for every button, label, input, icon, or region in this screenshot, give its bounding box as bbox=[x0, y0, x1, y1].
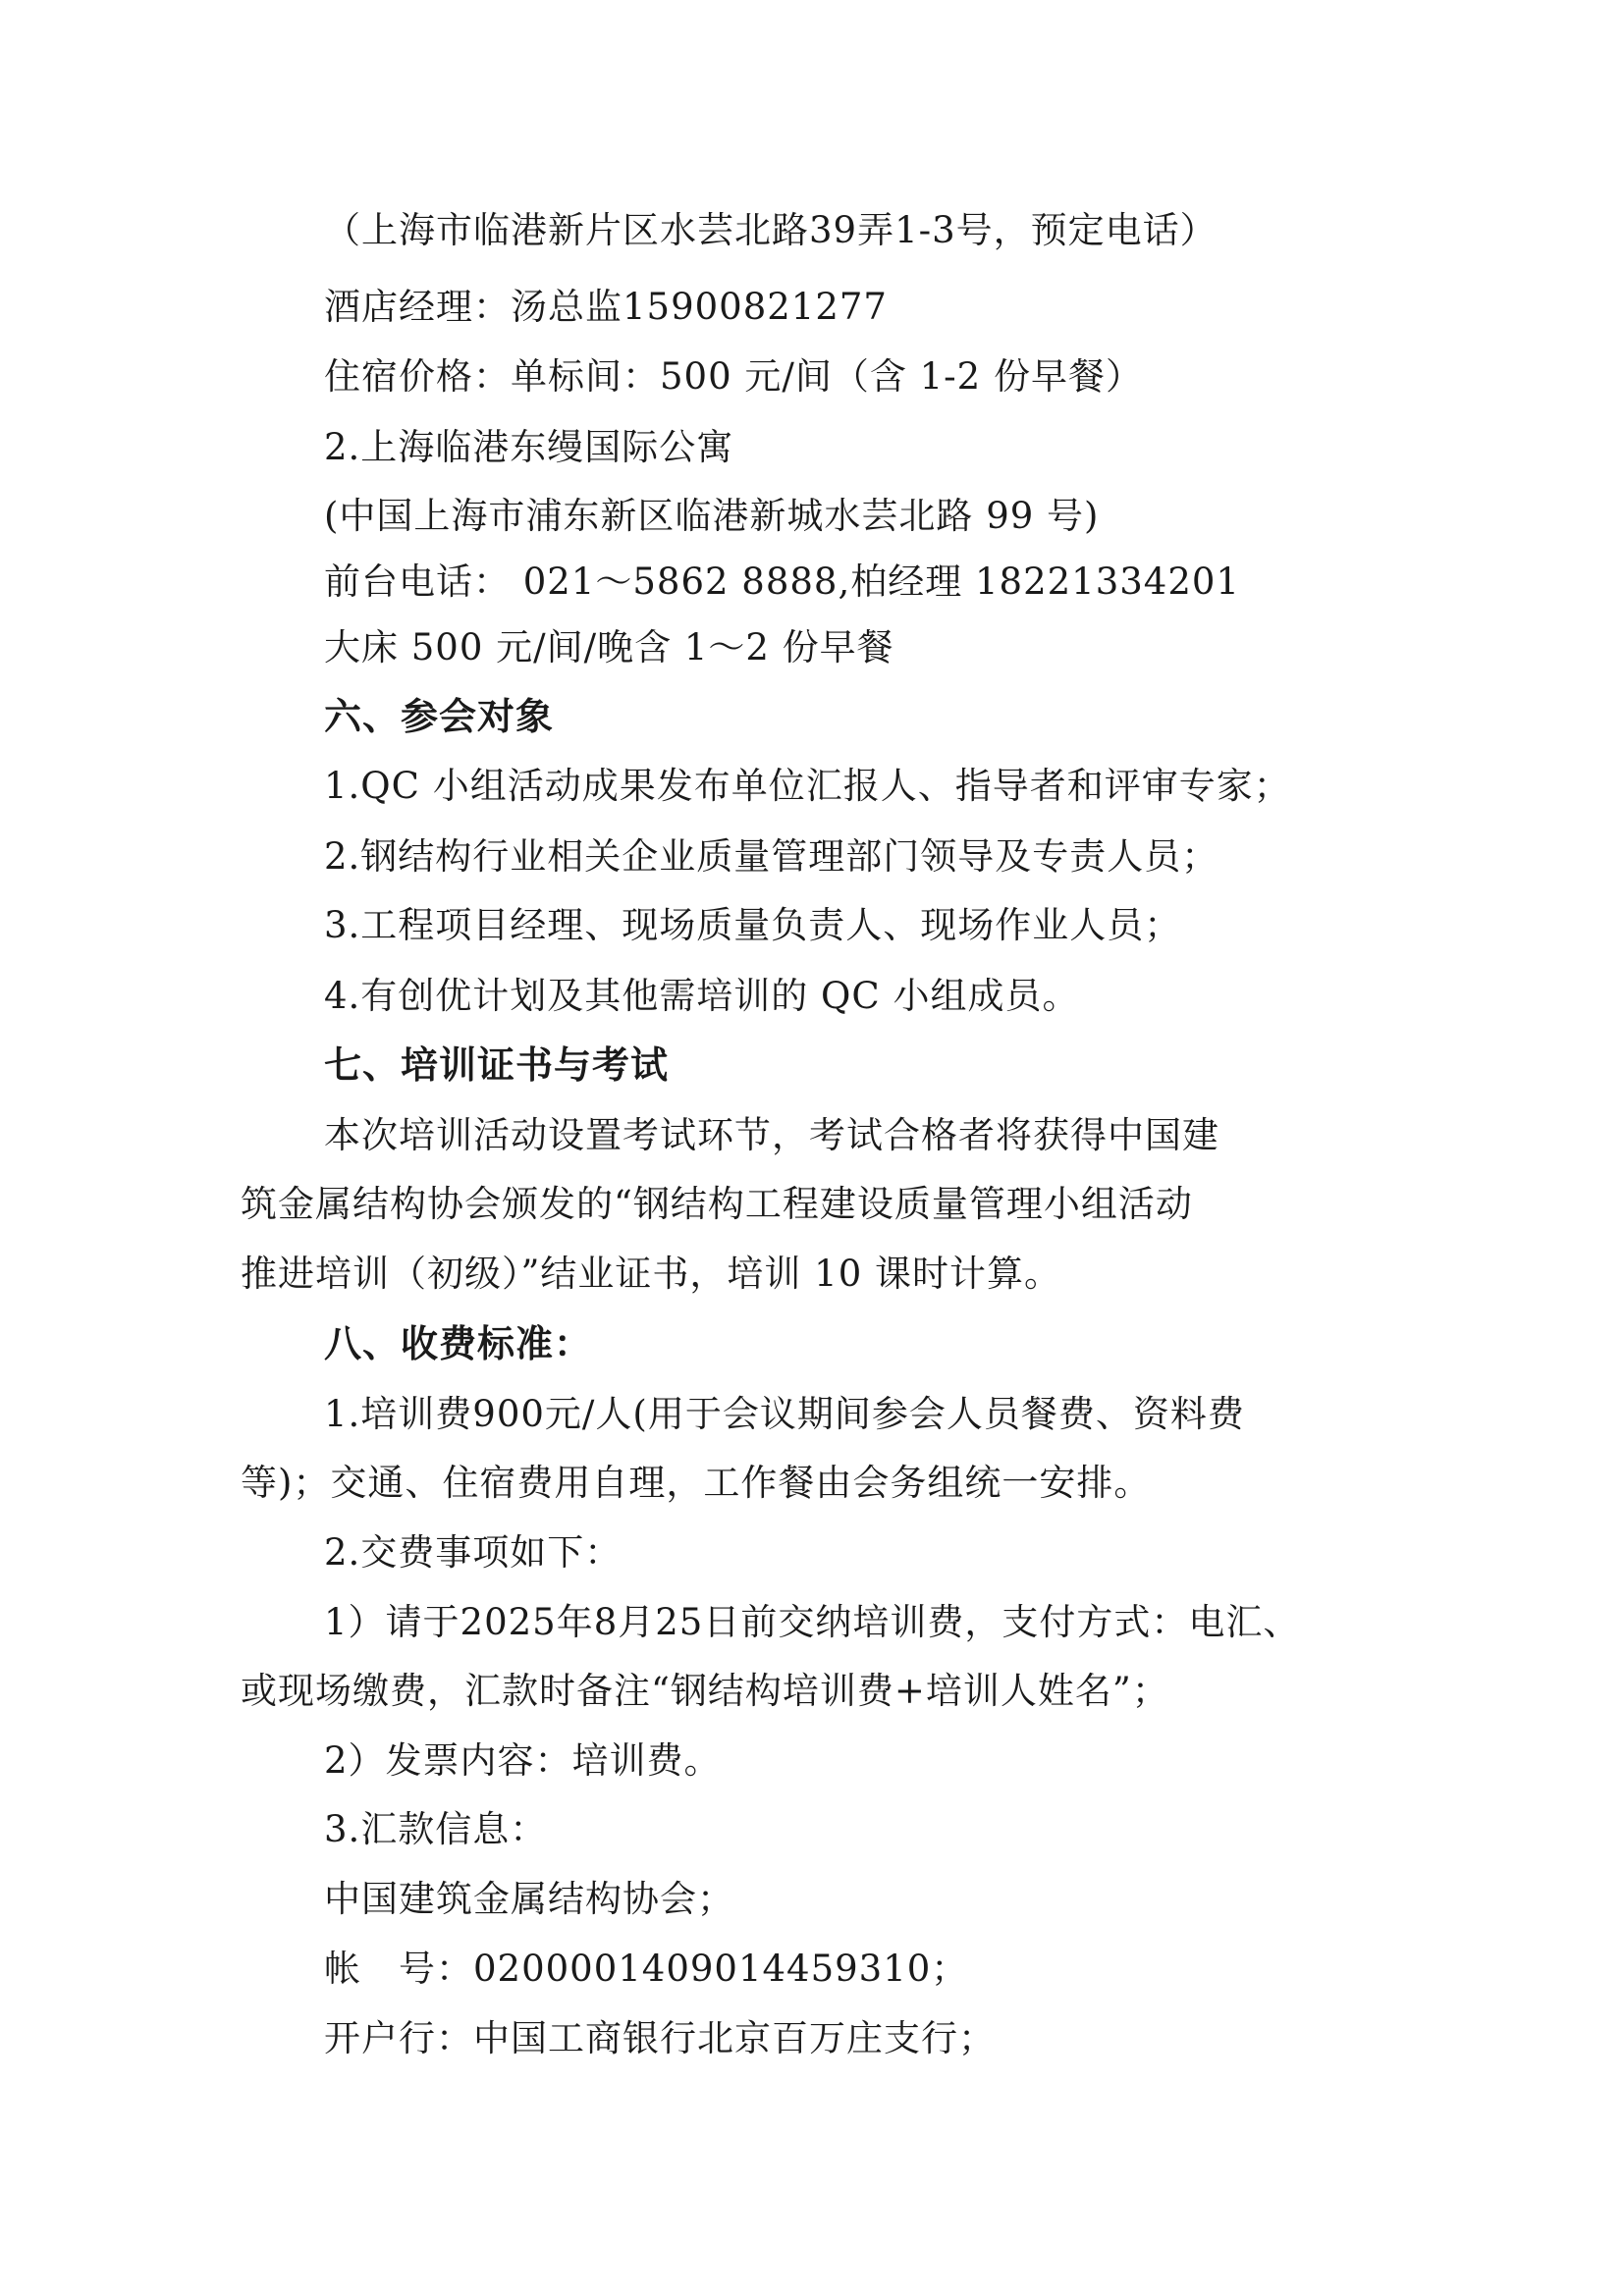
hotel-price: 住宿价格：单标间：500 元/间（含 1-2 份早餐） bbox=[324, 355, 1143, 398]
payment-title: 2.交费事项如下： bbox=[324, 1531, 623, 1574]
certificate-paragraph-line: 筑金属结构协会颁发的“钢结构工程建设质量管理小组活动 bbox=[241, 1183, 1193, 1225]
payment-line: 1）请于2025年8月25日前交纳培训费，支付方式：电汇、 bbox=[324, 1601, 1301, 1643]
alt-hotel-name: 2.上海临港东缦国际公寓 bbox=[324, 426, 734, 468]
alt-hotel-price: 大床 500 元/间/晚含 1～2 份早餐 bbox=[324, 626, 894, 668]
fee-line: 1.培训费900元/人(用于会议期间参会人员餐费、资料费 bbox=[324, 1393, 1245, 1435]
attendee-item: 3.工程项目经理、现场质量负责人、现场作业人员； bbox=[324, 904, 1182, 946]
remittance-bank: 开户行：中国工商银行北京百万庄支行； bbox=[324, 2017, 996, 2059]
remittance-title: 3.汇款信息： bbox=[324, 1808, 548, 1850]
attendee-item: 2.钢结构行业相关企业质量管理部门领导及专责人员； bbox=[324, 835, 1219, 878]
section-8-title: 八、收费标准： bbox=[324, 1322, 593, 1365]
section-6-title: 六、参会对象 bbox=[324, 695, 555, 738]
attendee-item: 1.QC 小组活动成果发布单位汇报人、指导者和评审专家； bbox=[324, 765, 1291, 807]
invoice-content: 2）发票内容：培训费。 bbox=[324, 1739, 722, 1782]
attendee-item: 4.有创优计划及其他需培训的 QC 小组成员。 bbox=[324, 975, 1080, 1017]
remittance-account: 帐 号：0200001409014459310； bbox=[324, 1948, 969, 1990]
section-7-title: 七、培训证书与考试 bbox=[324, 1043, 670, 1087]
hotel-address-note: （上海市临港新片区水芸北路39弄1-3号，预定电话） bbox=[324, 209, 1218, 251]
certificate-paragraph-line: 本次培训活动设置考试环节，考试合格者将获得中国建 bbox=[324, 1114, 1219, 1156]
alt-hotel-phone: 前台电话： 021～5862 8888,柏经理 18221334201 bbox=[324, 561, 1240, 603]
certificate-paragraph-line: 推进培训（初级）”结业证书，培训 10 课时计算。 bbox=[241, 1253, 1062, 1295]
payment-line: 或现场缴费，汇款时备注“钢结构培训费+培训人姓名”； bbox=[241, 1670, 1169, 1712]
alt-hotel-address: (中国上海市浦东新区临港新城水芸北路 99 号) bbox=[324, 495, 1100, 537]
hotel-manager: 酒店经理：汤总监15900821277 bbox=[324, 286, 888, 328]
remittance-name: 中国建筑金属结构协会； bbox=[324, 1878, 734, 1920]
fee-line: 等)；交通、住宿费用自理，工作餐由会务组统一安排。 bbox=[241, 1462, 1152, 1504]
